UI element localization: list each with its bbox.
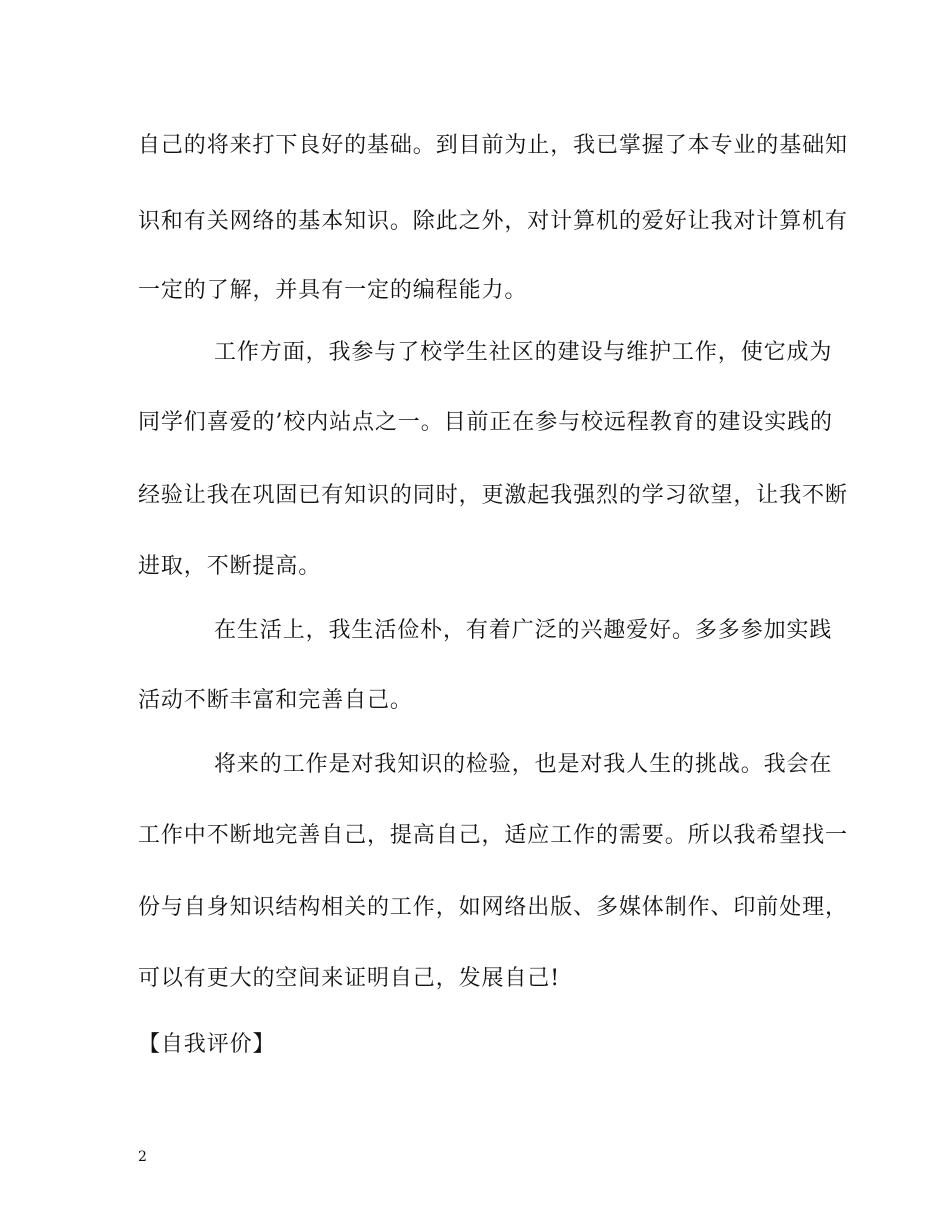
body-text-line: 进取，不断提高。 — [138, 554, 322, 579]
body-text-line: 工作中不断地完善自己，提高自己，适应工作的需要。所以我希望找一 — [138, 823, 848, 848]
paragraph-first-line: 将来的工作是对我知识的检验，也是对我人生的挑战。我会在 — [214, 752, 833, 777]
paragraph-first-line: 工作方面，我参与了校学生社区的建设与维护工作，使它成为 — [214, 340, 833, 365]
body-text-line: 自己的将来打下良好的基础。到目前为止，我已掌握了本专业的基础知 — [138, 133, 848, 158]
body-text-line: 识和有关网络的基本知识。除此之外，对计算机的爱好让我对计算机有 — [138, 209, 848, 234]
body-text-line: 经验让我在巩固已有知识的同时，更激起我强烈的学习欲望，让我不断 — [138, 483, 848, 508]
body-text-line: 份与自身知识结构相关的工作，如网络出版、多媒体制作、印前处理， — [138, 895, 848, 920]
paragraph-first-line: 在生活上，我生活俭朴，有着广泛的兴趣爱好。多多参加实践 — [214, 618, 833, 643]
body-text-line: 可以有更大的空间来证明自己，发展自己! — [138, 966, 560, 991]
body-text-line: 一定的了解，并具有一定的编程能力。 — [138, 278, 528, 303]
page-number: 2 — [138, 1149, 147, 1165]
section-heading: 【自我评价】 — [138, 1032, 276, 1057]
body-text-line: 同学们喜爱的’校内站点之一。目前正在参与校远程教育的建设实践的 — [138, 410, 833, 435]
body-text-line: 活动不断丰富和完善自己。 — [138, 688, 413, 713]
